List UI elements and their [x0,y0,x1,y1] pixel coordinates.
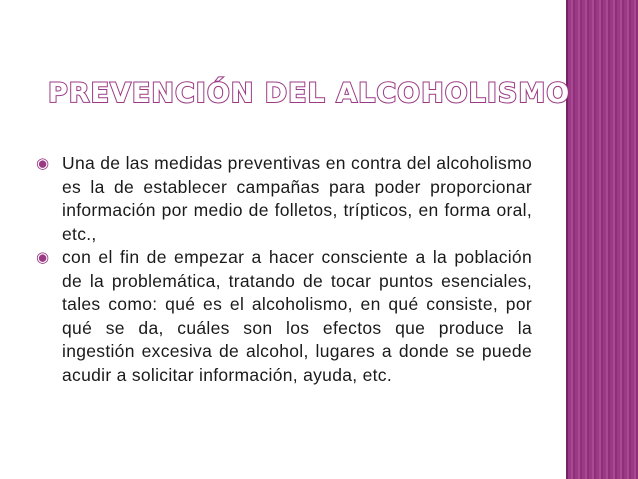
bullet-item [36,246,532,387]
circle-bullet-icon: ◉ [36,154,50,172]
slide-content [36,152,532,387]
bullet-item [36,152,532,246]
decorative-side-bar [568,0,638,479]
bullet-text: Una de las medidas preventivas en contra del alcoholismo es la de establecer campañas para poder proporcionar información por medio de folletos, trípticos, en forma oral, etc., [62,153,532,244]
circle-bullet-icon: ◉ [36,248,50,266]
title-container [40,78,571,118]
slide-title: PREVENCIÓN DEL ALCOHOLISMO [48,78,571,109]
bullet-text: con el fin de empezar a hacer consciente a la población de la problemática, tratando de tocar puntos esenciales, tales como: qué es el alcoholismo, en qué consiste, por qué se da, cuáles son los efectos que produce la ingestión excesiva de alcohol, lugares a donde se puede acudir a solicitar información, ayuda, etc. [62,247,532,385]
